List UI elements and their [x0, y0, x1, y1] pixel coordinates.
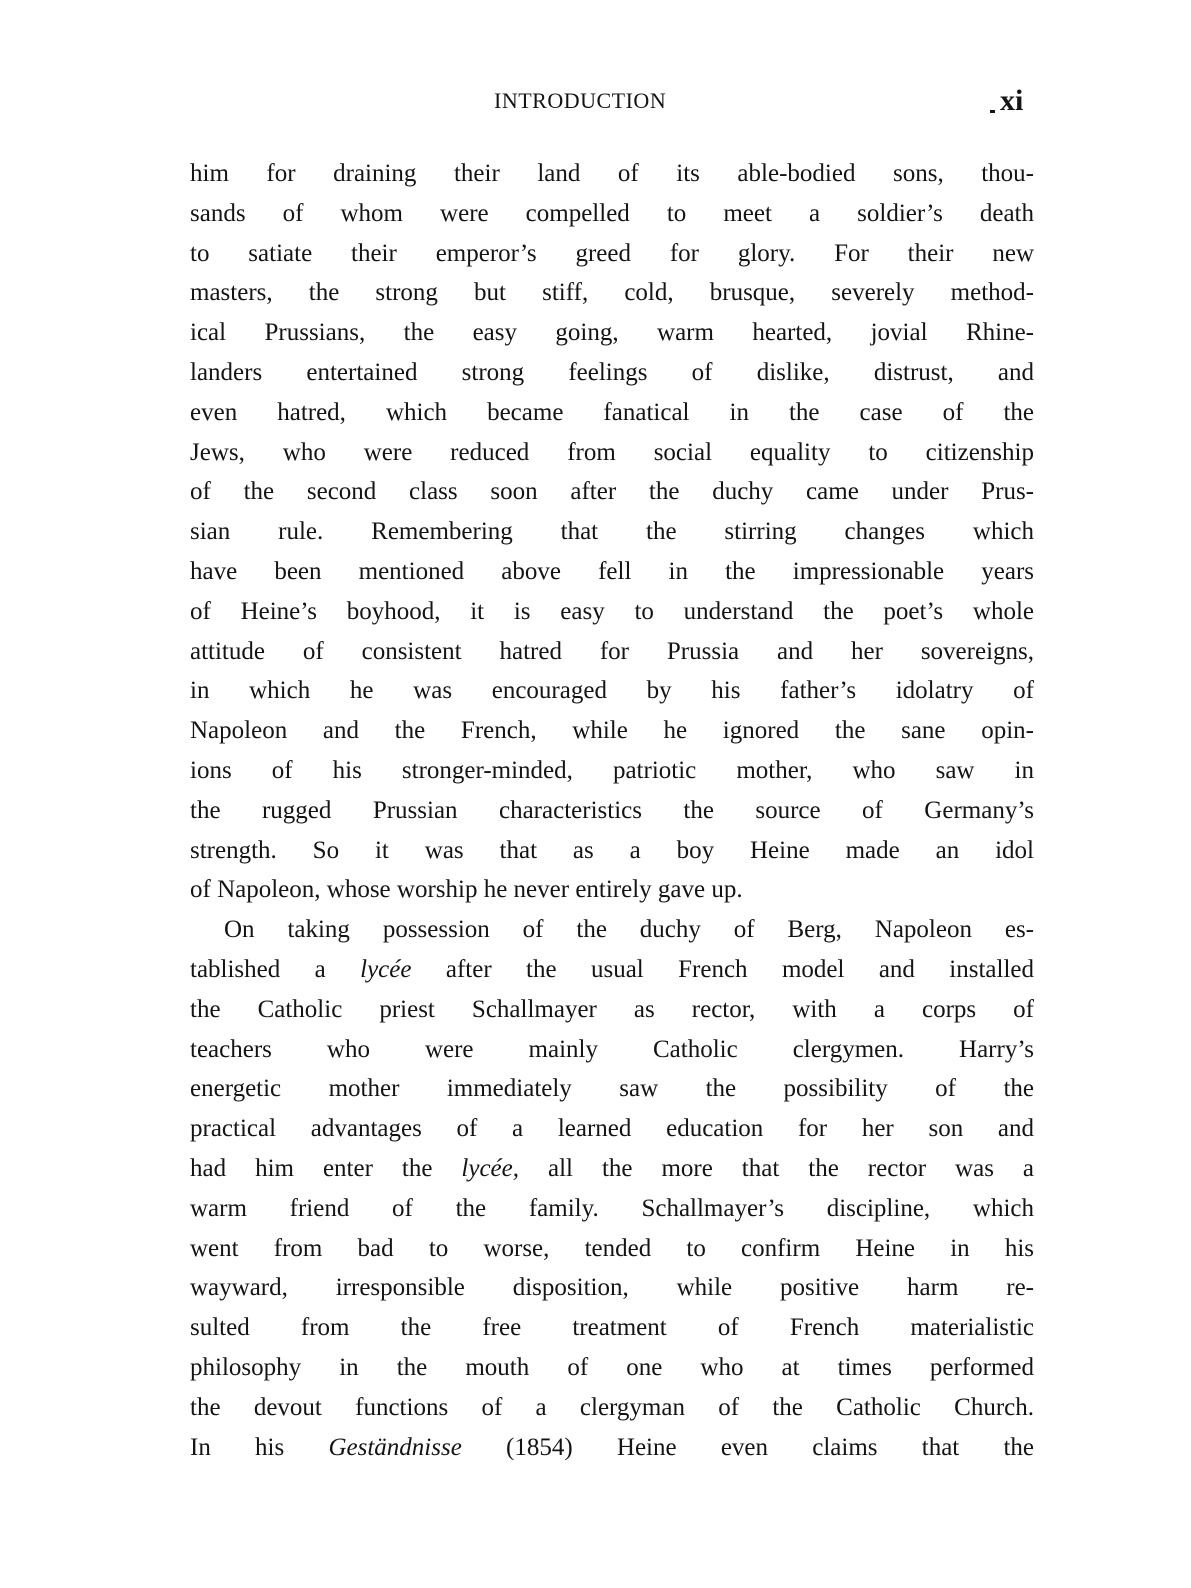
text-line: tablished a lycée after the usual French model and installed: [190, 955, 1035, 983]
text-line: the rugged Prussian characteristics the source of Germany’s: [190, 796, 1034, 824]
text-line: strength. So it was that as a boy Heine made an idol: [190, 836, 1034, 864]
text-line: practical advantages of a learned education for her son and: [190, 1115, 1034, 1143]
text-line: of Napoleon, whose worship he never entirely gave up.: [190, 876, 743, 904]
text-line: philosophy in the mouth of one who at times performed: [190, 1353, 1034, 1381]
text-line: energetic mother immediately saw the possibility of the: [190, 1075, 1034, 1103]
text-line: to satiate their emperor’s greed for glory. For their new: [190, 239, 1034, 267]
text-line: of the second class soon after the duchy came under Prus-: [190, 478, 1034, 506]
text-line: ical Prussians, the easy going, warm hearted, jovial Rhine-: [190, 319, 1034, 347]
italic-term: lycée,: [461, 1154, 519, 1182]
running-header: [0, 84, 1191, 124]
text-line: landers entertained strong feelings of dislike, distrust, and: [190, 358, 1034, 386]
text-line: teachers who were mainly Catholic clergymen. Harry’s: [190, 1035, 1034, 1063]
page-number: xi: [1000, 84, 1024, 117]
italic-term: Geständnisse: [328, 1433, 462, 1461]
text-line: warm friend of the family. Schallmayer’s discipline, which: [190, 1194, 1034, 1222]
text-line: of Heine’s boyhood, it is easy to understand the poet’s whole: [190, 597, 1034, 625]
body-text: [190, 154, 1034, 1467]
text-line: wayward, irresponsible disposition, while positive harm re-: [190, 1274, 1034, 1302]
text-line: in which he was encouraged by his father’s idolatry of: [190, 677, 1034, 705]
text-line: Napoleon and the French, while he ignored the sane opin-: [190, 717, 1034, 745]
text-line: sulted from the free treatment of French materialistic: [190, 1314, 1034, 1342]
text-line: attitude of consistent hatred for Prussia and her sovereigns,: [190, 637, 1034, 665]
text-line: the devout functions of a clergyman of the Catholic Church.: [190, 1393, 1034, 1421]
text-line: went from bad to worse, tended to confirm Heine in his: [190, 1234, 1034, 1262]
text-line: ions of his stronger-minded, patriotic mother, who saw in: [190, 756, 1034, 784]
text-line: had him enter the lycée, all the more that the rector was a: [190, 1154, 1034, 1182]
text-line: even hatred, which became fanatical in the case of the: [190, 398, 1034, 426]
text-line: sands of whom were compelled to meet a soldier’s death: [190, 199, 1034, 227]
text-line: On taking possession of the duchy of Berg, Napoleon es-: [224, 916, 1034, 944]
text-line: masters, the strong but stiff, cold, brusque, severely method-: [190, 279, 1034, 307]
text-line: the Catholic priest Schallmayer as rector, with a corps of: [190, 995, 1034, 1023]
text-line: Jews, who were reduced from social equality to citizenship: [190, 438, 1034, 466]
running-head-title: INTRODUCTION: [494, 88, 667, 113]
text-line: him for draining their land of its able-bodied sons, thou-: [190, 160, 1034, 187]
text-line: have been mentioned above fell in the impressionable years: [190, 557, 1034, 585]
italic-term: lycée: [360, 955, 412, 983]
text-line: sian rule. Remembering that the stirring changes which: [190, 518, 1034, 546]
text-line: In his Geständnisse (1854) Heine even claims that the: [190, 1433, 1035, 1461]
